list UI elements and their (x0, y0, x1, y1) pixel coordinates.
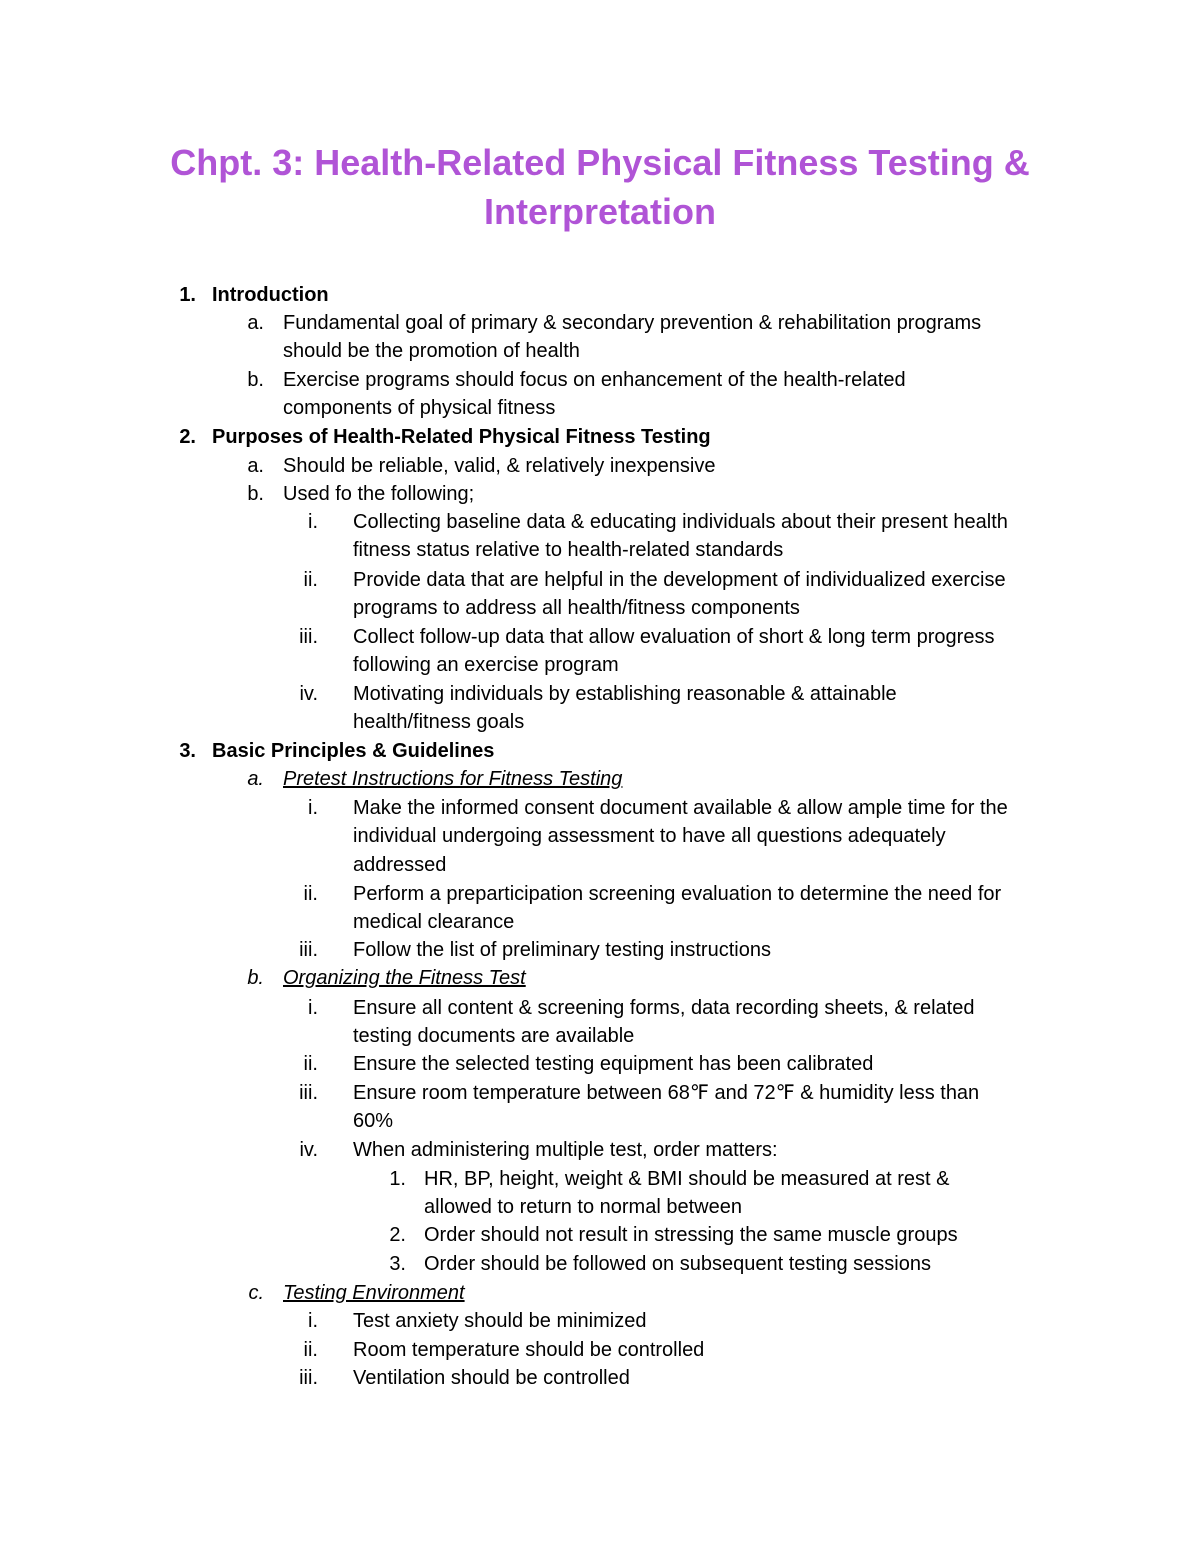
subitem-marker: i. (308, 797, 318, 819)
subitem-text: health/fitness goals (353, 711, 525, 733)
subitem-text: Ventilation should be controlled (353, 1367, 630, 1389)
item-text: Fundamental goal of primary & secondary prevention & rehabilitation programs (283, 312, 982, 334)
subitem-text: individual undergoing assessment to have all questions adequately (353, 825, 946, 847)
subitem-text: Make the informed consent document available & allow ample time for the (353, 797, 1008, 819)
subitem-text: medical clearance (353, 911, 515, 933)
subitem-marker: ii. (303, 1339, 318, 1361)
item-marker: b. (247, 369, 264, 391)
subitem-text: programs to address all health/fitness components (353, 597, 800, 619)
section-heading: Basic Principles & Guidelines (212, 740, 495, 762)
subitem-marker: iv. (299, 1139, 318, 1161)
item-marker: a. (247, 312, 264, 334)
nested-text: allowed to return to normal between (424, 1196, 742, 1218)
subitem-text: Ensure all content & screening forms, data recording sheets, & related (353, 997, 975, 1019)
item-marker: b. (247, 483, 264, 505)
section-number: 2. (179, 426, 196, 448)
subsection-heading: Pretest Instructions for Fitness Testing (283, 768, 623, 790)
subitem-text: Ensure room temperature between 68℉ and 72℉ & humidity less than (353, 1082, 980, 1104)
subitem-text: addressed (353, 854, 447, 876)
item-text: components of physical fitness (283, 397, 556, 419)
nested-marker: 3. (389, 1253, 406, 1275)
subitem-text: 60% (353, 1110, 394, 1132)
subitem-text: testing documents are available (353, 1025, 635, 1047)
item-text: Should be reliable, valid, & relatively inexpensive (283, 455, 716, 477)
subitem-text: following an exercise program (353, 654, 619, 676)
subitem-marker: i. (308, 997, 318, 1019)
subitem-text: Follow the list of preliminary testing instructions (353, 939, 771, 961)
subitem-text: Provide data that are helpful in the development of individualized exercise (353, 569, 1006, 591)
nested-text: Order should not result in stressing the same muscle groups (424, 1224, 958, 1246)
item-marker: c. (248, 1282, 264, 1304)
nested-marker: 1. (389, 1168, 406, 1190)
item-text: Exercise programs should focus on enhancement of the health-related (283, 369, 906, 391)
subitem-text: fitness status relative to health-related standards (353, 539, 784, 561)
subitem-text: When administering multiple test, order matters: (353, 1139, 778, 1161)
item-text: Used fo the following; (283, 483, 475, 505)
subitem-text: Room temperature should be controlled (353, 1339, 705, 1361)
item-text: should be the promotion of health (283, 340, 580, 362)
page-title: Chpt. 3: Health-Related Physical Fitness Testing & Interpretation (170, 142, 1030, 232)
section-number: 1. (179, 284, 196, 306)
subitem-marker: ii. (303, 883, 318, 905)
section-number: 3. (179, 740, 196, 762)
item-marker: b. (247, 967, 264, 989)
subsection-heading: Organizing the Fitness Test (283, 967, 526, 989)
subitem-text: Collect follow-up data that allow evaluation of short & long term progress (353, 626, 995, 648)
subitem-marker: iv. (299, 683, 318, 705)
subitem-marker: i. (308, 511, 318, 533)
subitem-text: Collecting baseline data & educating individuals about their present health (353, 511, 1008, 533)
nested-marker: 2. (389, 1224, 406, 1246)
subitem-marker: iii. (299, 1082, 318, 1104)
subitem-marker: i. (308, 1310, 318, 1332)
subitem-marker: iii. (299, 626, 318, 648)
nested-text: Order should be followed on subsequent testing sessions (424, 1253, 931, 1275)
section-heading: Introduction (212, 284, 329, 306)
item-marker: a. (247, 455, 264, 477)
subsection-heading: Testing Environment (283, 1282, 465, 1304)
subitem-marker: iii. (299, 1367, 318, 1389)
item-marker: a. (247, 768, 264, 790)
subitem-text: Perform a preparticipation screening evaluation to determine the need for (353, 883, 1002, 905)
subitem-marker: ii. (303, 569, 318, 591)
subitem-text: Motivating individuals by establishing reasonable & attainable (353, 683, 897, 705)
subitem-text: Ensure the selected testing equipment has been calibrated (353, 1053, 874, 1075)
section-heading: Purposes of Health-Related Physical Fitness Testing (212, 426, 711, 448)
nested-text: HR, BP, height, weight & BMI should be measured at rest & (424, 1168, 950, 1190)
subitem-marker: iii. (299, 939, 318, 961)
subitem-text: Test anxiety should be minimized (353, 1310, 647, 1332)
subitem-marker: ii. (303, 1053, 318, 1075)
